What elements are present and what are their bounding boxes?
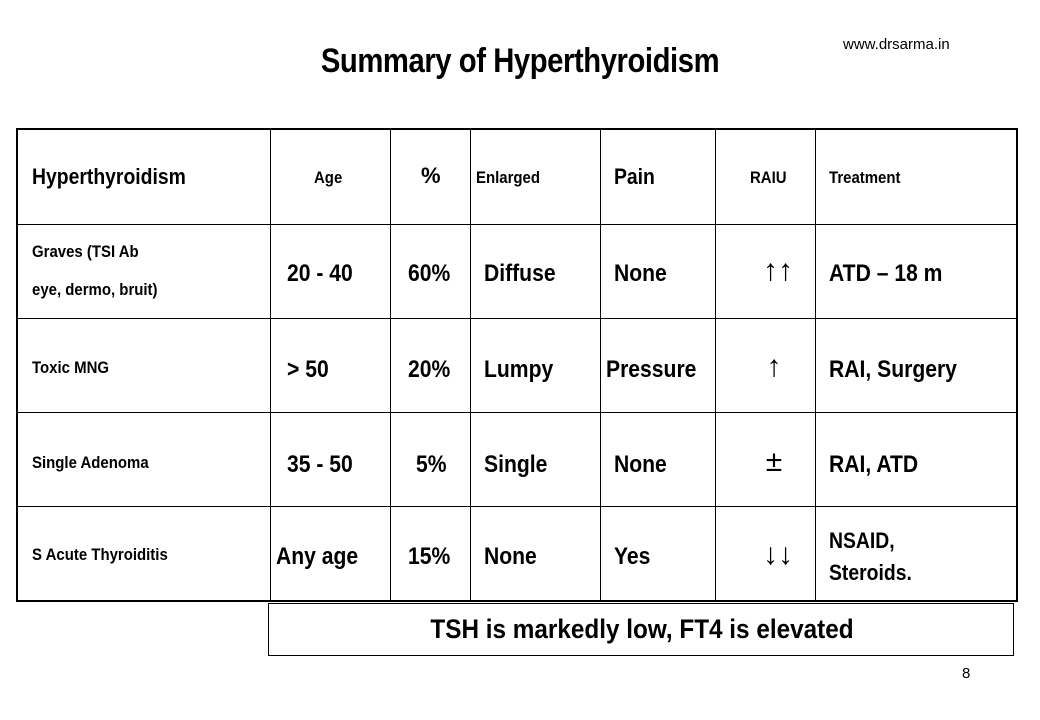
row-graves-age: 20 - 40 bbox=[287, 260, 353, 287]
row-graves-raiu-arrows: ↑↑ bbox=[763, 254, 793, 287]
row-thyroiditis-enlarged: None bbox=[484, 543, 537, 570]
row-adenoma-pain: None bbox=[614, 451, 667, 478]
row-mng-pain: Pressure bbox=[606, 356, 697, 383]
column-divider bbox=[470, 130, 471, 600]
row-adenoma-enlarged: Single bbox=[484, 451, 548, 478]
header-percent: % bbox=[421, 163, 441, 188]
row-graves-enlarged: Diffuse bbox=[484, 260, 556, 287]
row-thyroiditis-treatment-line1: NSAID, bbox=[829, 528, 895, 553]
row-thyroiditis-type: S Acute Thyroiditis bbox=[32, 545, 168, 564]
summary-table bbox=[16, 128, 1018, 602]
row-divider bbox=[18, 506, 1016, 507]
row-graves-treatment: ATD – 18 m bbox=[829, 260, 943, 287]
row-divider bbox=[18, 318, 1016, 319]
summary-note-box bbox=[268, 603, 1014, 656]
row-divider bbox=[18, 224, 1016, 225]
row-thyroiditis-percent: 15% bbox=[408, 543, 451, 570]
row-graves-type-line1: Graves (TSI Ab bbox=[32, 242, 139, 261]
row-adenoma-percent: 5% bbox=[416, 451, 447, 478]
website-url: www.drsarma.in bbox=[843, 36, 950, 53]
summary-note: TSH is markedly low, FT4 is elevated bbox=[430, 614, 854, 644]
row-mng-percent: 20% bbox=[408, 356, 451, 383]
row-graves-percent: 60% bbox=[408, 260, 451, 287]
row-thyroiditis-raiu-arrows: ↓↓ bbox=[763, 538, 793, 571]
header-enlarged: Enlarged bbox=[476, 168, 541, 187]
row-divider bbox=[18, 412, 1016, 413]
header-treatment: Treatment bbox=[829, 168, 901, 187]
page-number: 8 bbox=[962, 665, 971, 682]
row-adenoma-treatment: RAI, ATD bbox=[829, 451, 919, 478]
header-age: Age bbox=[314, 168, 343, 187]
header-pain: Pain bbox=[614, 164, 655, 189]
slide-title: Summary of Hyperthyroidism bbox=[320, 42, 720, 80]
row-adenoma-raiu-plusminus: ± bbox=[765, 445, 783, 478]
row-graves-pain: None bbox=[614, 260, 667, 287]
header-type: Hyperthyroidism bbox=[32, 164, 186, 189]
row-mng-raiu-arrow: ↑ bbox=[766, 350, 782, 383]
row-adenoma-age: 35 - 50 bbox=[287, 451, 353, 478]
row-adenoma-type: Single Adenoma bbox=[32, 453, 149, 472]
row-thyroiditis-age: Any age bbox=[276, 543, 359, 570]
column-divider bbox=[270, 130, 271, 600]
row-mng-type: Toxic MNG bbox=[32, 358, 110, 377]
column-divider bbox=[600, 130, 601, 600]
row-mng-treatment: RAI, Surgery bbox=[829, 356, 957, 383]
header-raiu: RAIU bbox=[750, 168, 787, 187]
row-mng-enlarged: Lumpy bbox=[484, 356, 554, 383]
column-divider bbox=[390, 130, 391, 600]
row-graves-type-line2: eye, dermo, bruit) bbox=[32, 280, 158, 299]
row-thyroiditis-treatment-line2: Steroids. bbox=[829, 560, 912, 585]
column-divider bbox=[715, 130, 716, 600]
row-mng-age: > 50 bbox=[287, 356, 329, 383]
row-thyroiditis-pain: Yes bbox=[614, 543, 651, 570]
